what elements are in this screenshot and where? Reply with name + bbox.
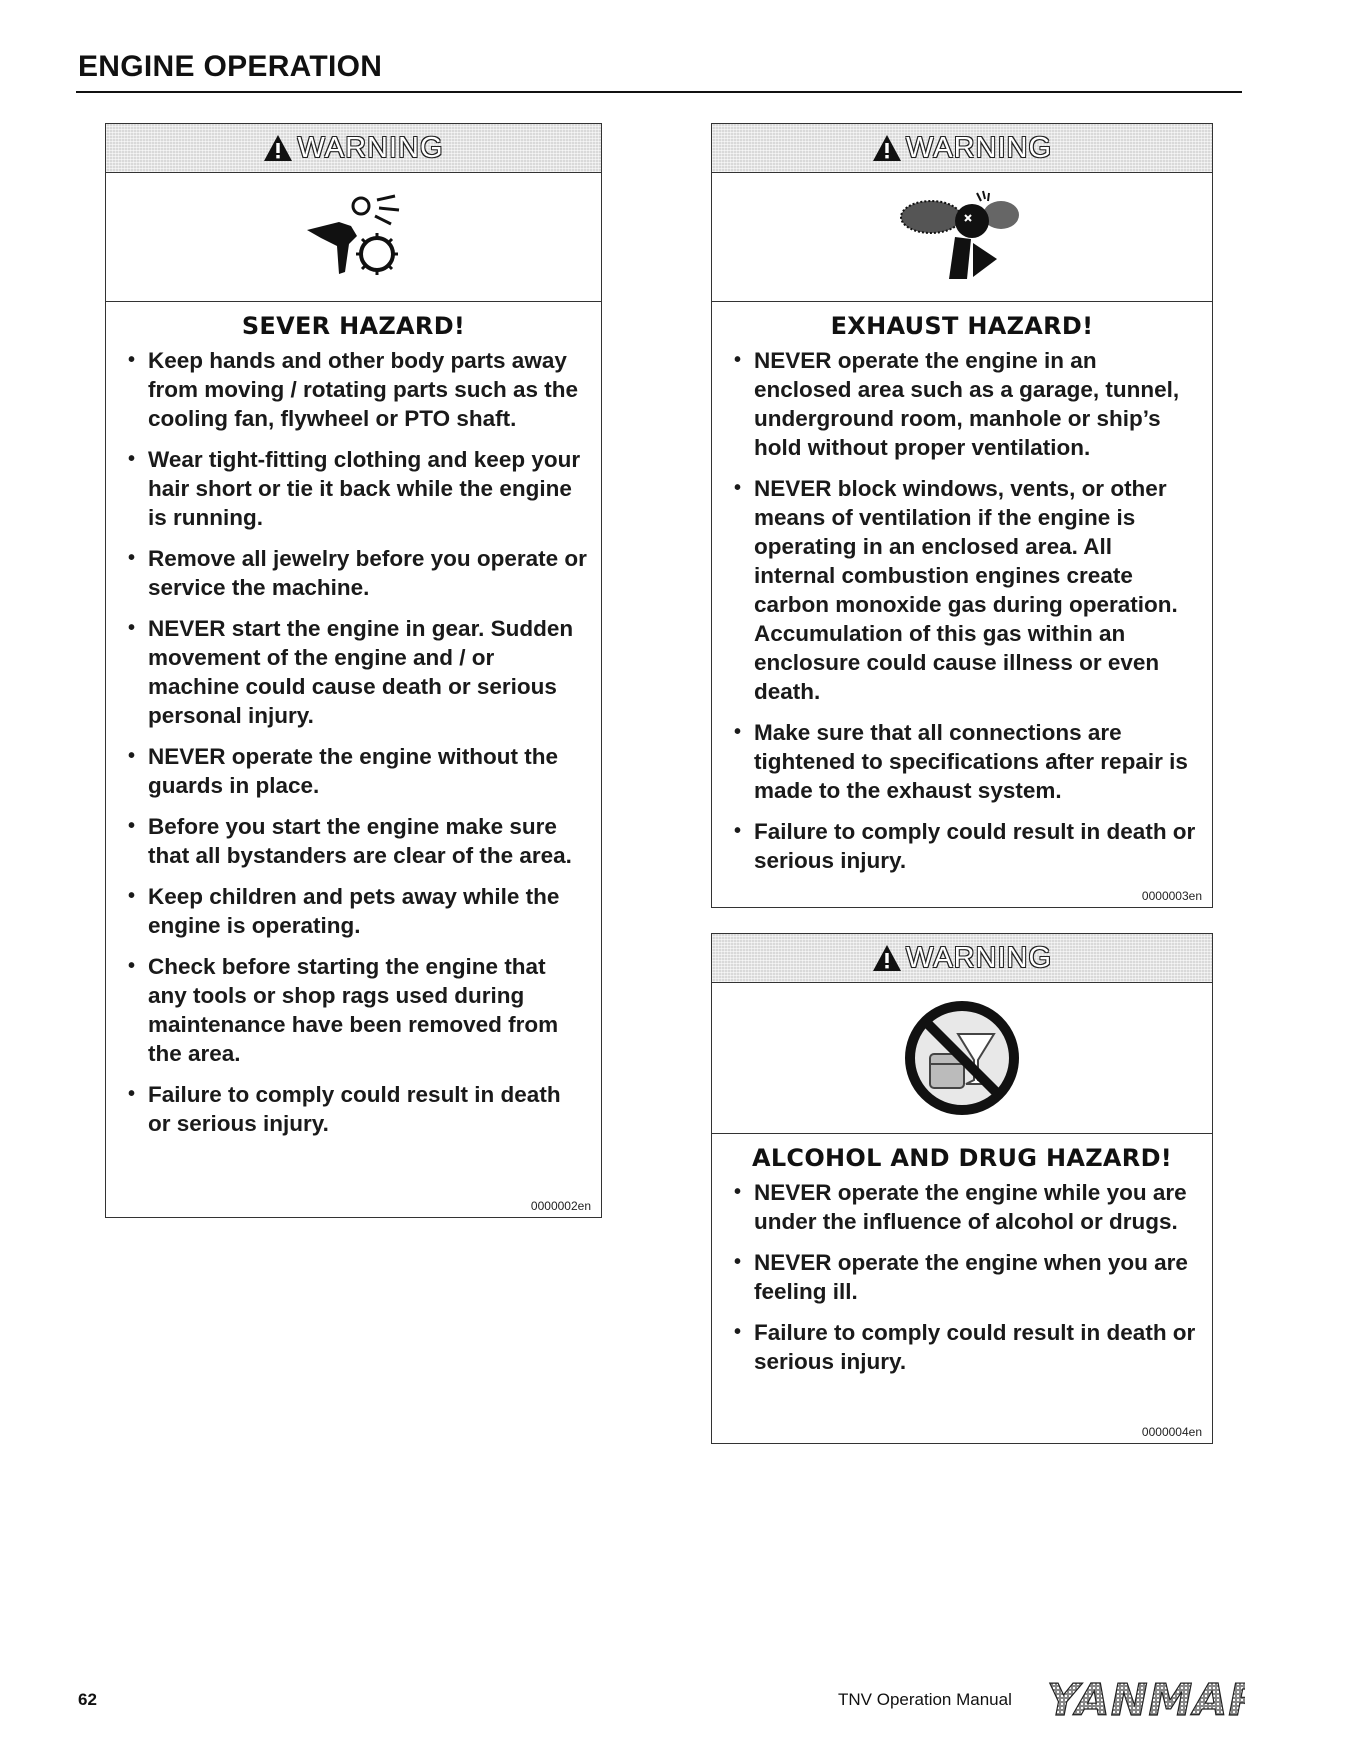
warning-box-exhaust xyxy=(711,123,1213,908)
list-item: • Failure to comply could result in death or serious injury. xyxy=(732,1318,1198,1376)
list-item: • Keep hands and other body parts away from moving / rotating parts such as the cooling fan, flywheel or PTO shaft. xyxy=(126,346,587,433)
warning-header xyxy=(712,934,1212,983)
list-item: • Failure to comply could result in death or serious injury. xyxy=(126,1080,587,1138)
manual-name: TNV Operation Manual xyxy=(838,1690,1012,1709)
list-item: • NEVER operate the engine when you are feeling ill. xyxy=(732,1248,1198,1306)
list-item: • Make sure that all connections are tightened to specifications after repair is made to the exhaust system. xyxy=(732,718,1198,805)
list-item: • NEVER operate the engine in an enclosed area such as a garage, tunnel, underground room, manhole or ship’s hold without proper ventilation. xyxy=(732,346,1198,462)
title-divider xyxy=(76,91,1242,93)
page-number: 62 xyxy=(78,1690,97,1709)
hazard-bullet-list xyxy=(712,346,1212,875)
warning-triangle-icon xyxy=(872,944,902,972)
exhaust-hazard-icon xyxy=(897,187,1027,287)
warning-code: 0000002en xyxy=(530,1199,591,1213)
warning-header xyxy=(712,124,1212,173)
warning-signal-word: WARNING xyxy=(905,131,1053,164)
list-item: • NEVER operate the engine without the guards in place. xyxy=(126,742,587,800)
brand-logo-text: YANMAR xyxy=(1047,1675,1245,1723)
list-item: • Keep children and pets away while the engine is operating. xyxy=(126,882,587,940)
warning-code: 0000003en xyxy=(1141,889,1202,903)
list-item: • NEVER block windows, vents, or other means of ventilation if the engine is operating in an enclosed area. All internal combustion engines create carbon monoxide gas during operation. Accumulation of this gas within an enclosure could cause illness or even death. xyxy=(732,474,1198,706)
hazard-title: EXHAUST HAZARD! xyxy=(830,312,1094,340)
hazard-title: ALCOHOL AND DRUG HAZARD! xyxy=(751,1144,1173,1172)
warning-box-sever xyxy=(105,123,602,1218)
list-item: • Check before starting the engine that any tools or shop rags used during maintenance have been removed from the area. xyxy=(126,952,587,1068)
list-item: • NEVER operate the engine while you are under the influence of alcohol or drugs. xyxy=(732,1178,1198,1236)
warning-triangle-icon xyxy=(263,134,293,162)
hazard-bullet-list xyxy=(106,346,601,1138)
warning-box-alcohol-drug xyxy=(711,933,1213,1444)
pictogram-area xyxy=(712,983,1212,1134)
warning-code: 0000004en xyxy=(1141,1425,1202,1439)
pictogram-area xyxy=(712,173,1212,302)
no-alcohol-drugs-icon xyxy=(902,998,1022,1118)
list-item: • Before you start the engine make sure that all bystanders are clear of the area. xyxy=(126,812,587,870)
pictogram-area xyxy=(106,173,601,302)
warning-triangle-icon xyxy=(872,134,902,162)
list-item: • Remove all jewelry before you operate or service the machine. xyxy=(126,544,587,602)
list-item: • Wear tight-fitting clothing and keep your hair short or tie it back while the engine is running. xyxy=(126,445,587,532)
list-item: • NEVER start the engine in gear. Sudden movement of the engine and / or machine could cause death or serious personal injury. xyxy=(126,614,587,730)
page-title: ENGINE OPERATION xyxy=(78,50,383,83)
brand-logo xyxy=(1045,1675,1245,1728)
warning-signal-word: WARNING xyxy=(905,941,1053,974)
hazard-title: SEVER HAZARD! xyxy=(241,312,466,340)
warning-header xyxy=(106,124,601,173)
sever-hazard-icon xyxy=(299,192,409,282)
warning-signal-word: WARNING xyxy=(297,131,444,164)
hazard-bullet-list xyxy=(712,1178,1212,1376)
list-item: • Failure to comply could result in death or serious injury. xyxy=(732,817,1198,875)
